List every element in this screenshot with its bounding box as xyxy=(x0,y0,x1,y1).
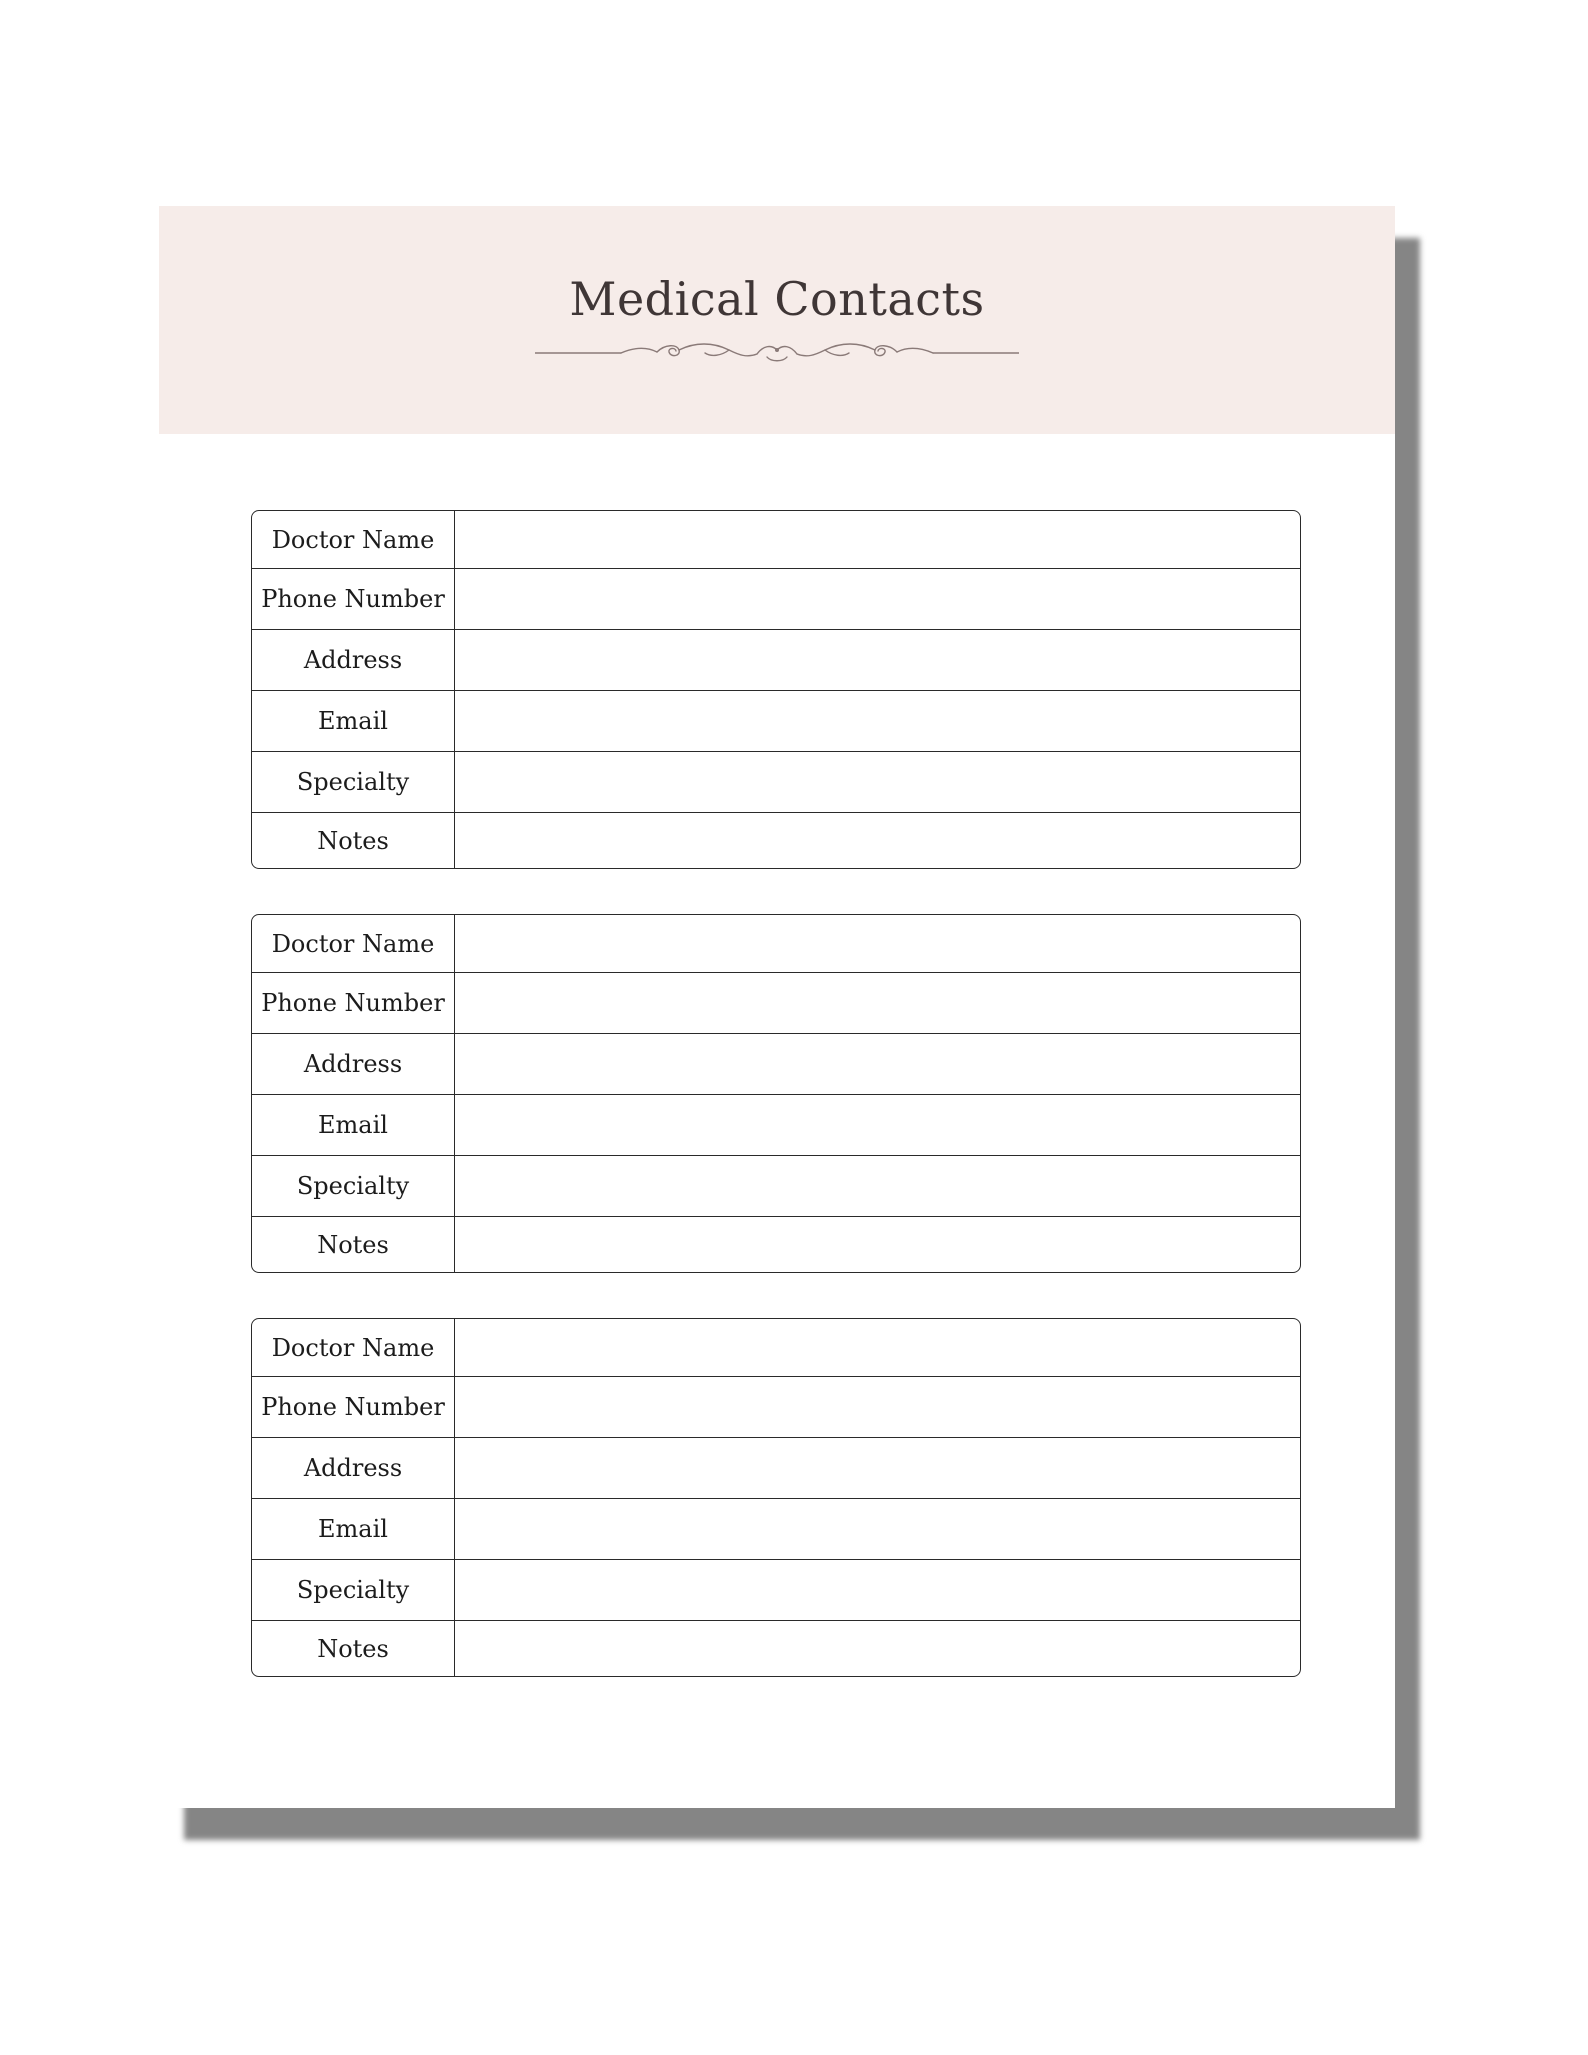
email-field[interactable] xyxy=(455,1499,1300,1559)
email-row xyxy=(252,1499,1300,1560)
specialty-label: Specialty xyxy=(252,1156,455,1216)
header-band xyxy=(159,206,1395,434)
doctor-name-field[interactable] xyxy=(455,1319,1300,1376)
doctor-name-label: Doctor Name xyxy=(252,511,455,568)
doctor-name-row xyxy=(252,1319,1300,1377)
specialty-field[interactable] xyxy=(455,1156,1300,1216)
phone-number-field[interactable] xyxy=(455,973,1300,1033)
phone-number-label: Phone Number xyxy=(252,569,455,629)
phone-number-field[interactable] xyxy=(455,569,1300,629)
address-field[interactable] xyxy=(455,1034,1300,1094)
email-label: Email xyxy=(252,1499,455,1559)
notes-field[interactable] xyxy=(455,1217,1300,1272)
contact-card-3 xyxy=(251,1318,1301,1677)
specialty-label: Specialty xyxy=(252,752,455,812)
contact-card-1 xyxy=(251,510,1301,869)
address-row xyxy=(252,1034,1300,1095)
notes-label: Notes xyxy=(252,1217,455,1272)
address-label: Address xyxy=(252,630,455,690)
specialty-row xyxy=(252,752,1300,813)
phone-number-row xyxy=(252,973,1300,1034)
notes-label: Notes xyxy=(252,1621,455,1676)
doctor-name-field[interactable] xyxy=(455,511,1300,568)
doctor-name-row xyxy=(252,915,1300,973)
address-field[interactable] xyxy=(455,1438,1300,1498)
email-row xyxy=(252,1095,1300,1156)
flourish-divider-icon xyxy=(535,338,1019,368)
email-row xyxy=(252,691,1300,752)
contact-card-2 xyxy=(251,914,1301,1273)
notes-field[interactable] xyxy=(455,813,1300,868)
doctor-name-row xyxy=(252,511,1300,569)
specialty-row xyxy=(252,1560,1300,1621)
email-field[interactable] xyxy=(455,691,1300,751)
page-title: Medical Contacts xyxy=(569,272,985,326)
notes-row xyxy=(252,1621,1300,1676)
email-label: Email xyxy=(252,1095,455,1155)
notes-row xyxy=(252,813,1300,868)
address-row xyxy=(252,1438,1300,1499)
doctor-name-label: Doctor Name xyxy=(252,1319,455,1376)
doctor-name-label: Doctor Name xyxy=(252,915,455,972)
phone-number-field[interactable] xyxy=(455,1377,1300,1437)
address-field[interactable] xyxy=(455,630,1300,690)
address-label: Address xyxy=(252,1034,455,1094)
specialty-field[interactable] xyxy=(455,1560,1300,1620)
specialty-row xyxy=(252,1156,1300,1217)
email-label: Email xyxy=(252,691,455,751)
address-label: Address xyxy=(252,1438,455,1498)
specialty-field[interactable] xyxy=(455,752,1300,812)
address-row xyxy=(252,630,1300,691)
notes-field[interactable] xyxy=(455,1621,1300,1676)
planner-page xyxy=(159,206,1395,1808)
notes-label: Notes xyxy=(252,813,455,868)
doctor-name-field[interactable] xyxy=(455,915,1300,972)
phone-number-label: Phone Number xyxy=(252,973,455,1033)
notes-row xyxy=(252,1217,1300,1272)
phone-number-row xyxy=(252,569,1300,630)
phone-number-row xyxy=(252,1377,1300,1438)
email-field[interactable] xyxy=(455,1095,1300,1155)
specialty-label: Specialty xyxy=(252,1560,455,1620)
phone-number-label: Phone Number xyxy=(252,1377,455,1437)
